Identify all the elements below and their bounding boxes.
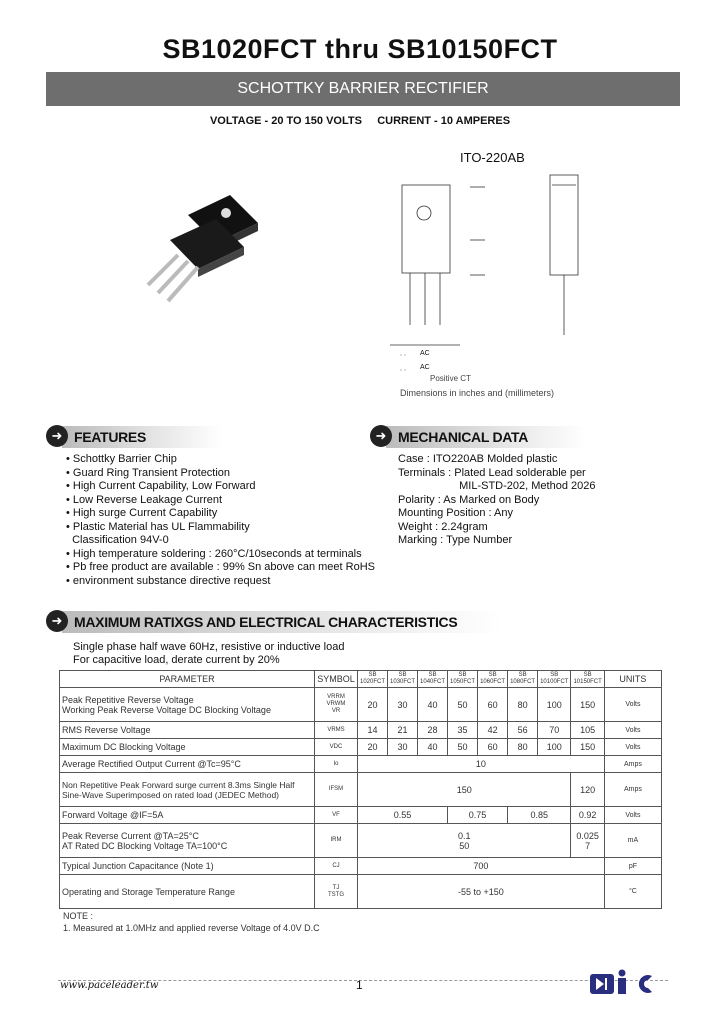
- notes: NOTE : 1. Measured at 1.0MHz and applied reverse Voltage of 4.0V D.C: [63, 911, 320, 933]
- arrow-circle-icon: ➜: [46, 425, 68, 447]
- ratings-table: [59, 670, 662, 909]
- list-item: Terminals : Plated Lead solderable per: [398, 466, 586, 479]
- table-row: Average Rectified Output Current @Tc=95°C Io 10 Amps: [60, 756, 662, 773]
- list-item: • High temperature soldering : 260°C/10seconds at terminals: [66, 547, 362, 560]
- page-number: 1: [356, 978, 363, 992]
- dimension-drawing: [350, 165, 590, 385]
- mechanical-list: [398, 453, 595, 548]
- conditions-note: Single phase half wave 60Hz, resistive or inductive load For capacitive load, derate current by 20%: [73, 641, 345, 666]
- list-item: • Pb free product are available : 99% Sn above can meet RoHS: [66, 561, 375, 573]
- table-header-row: PARAMETER SYMBOL SB 1020FCT SB 1030FCT SB 1040FCT SB 1050FCT SB 1060FCT SB 1080FCT SB 10100FCT SB 10150FCT UNITS: [60, 671, 662, 688]
- table-row: Typical Junction Capacitance (Note 1) CJ 700 pF: [60, 858, 662, 875]
- table-row: Peak Reverse Current @TA=25°C AT Rated DC Blocking Voltage TA=100°C IRM 0.1 50 0.025 7 mA: [60, 824, 662, 858]
- table-row: Operating and Storage Temperature Range TJ TSTG -55 to +150 °C: [60, 875, 662, 909]
- arrow-circle-icon: ➜: [370, 425, 392, 447]
- list-item: • Plastic Material has UL Flammability: [66, 520, 250, 533]
- list-item: Case : ITO220AB Molded plastic: [398, 453, 558, 465]
- table-row: Peak Repetitive Reverse Voltage Working Peak Reverse Voltage DC Blocking Voltage VRRM VRWM VR 20 30 40 50 60 80 100 150 Volts: [60, 688, 662, 722]
- arrow-circle-icon: ➜: [46, 610, 68, 632]
- ratings-heading: ➜ MAXIMUM RATIXGS AND ELECTRICAL CHARACTERISTICS: [46, 609, 666, 635]
- list-item: • Guard Ring Transient Protection: [66, 466, 231, 479]
- list-item: • High Current Capability, Low Forward: [66, 480, 256, 492]
- list-item: MIL-STD-202, Method 2026: [398, 480, 596, 492]
- subtitle-band: SCHOTTKY BARRIER RECTIFIER: [46, 72, 680, 106]
- dimension-caption: Dimensions in inches and (millimeters): [400, 388, 555, 398]
- page-title: SB1020FCT thru SB10150FCT: [162, 34, 558, 64]
- company-logo: [590, 966, 670, 998]
- list-item: • High surge Current Capability: [66, 507, 218, 519]
- list-item: Marking : Type Number: [398, 534, 513, 546]
- table-row: Non Repetitive Peak Forward surge current 8.3ms Single Half Sine-Wave Superimposed on rated load (JEDEC Method) IFSM 150 120 Amps: [60, 773, 662, 807]
- list-item: Weight : 2.24gram: [398, 520, 488, 533]
- diagram-ac-label: AC: [420, 364, 430, 371]
- list-item: Mounting Position : Any: [398, 507, 513, 519]
- list-item: Classification 94V-0: [66, 534, 169, 546]
- rating-summary: VOLTAGE - 20 TO 150 VOLTS CURRENT - 10 AMPERES: [209, 115, 511, 127]
- features-list: [66, 453, 375, 588]
- package-name: ITO-220AB: [460, 150, 525, 165]
- diagram-positive-ct-label: Positive CT: [430, 374, 471, 383]
- mechanical-heading: ➜ MECHANICAL DATA: [370, 424, 670, 450]
- diagram-ac-label: AC: [420, 350, 430, 357]
- features-heading: ➜ FEATURES: [46, 424, 346, 450]
- list-item: • Schottky Barrier Chip: [66, 453, 177, 465]
- table-row: RMS Reverse Voltage VRMS 14 21 28 35 42 56 70 105 Volts: [60, 722, 662, 739]
- table-row: Maximum DC Blocking Voltage VDC 20 30 40 50 60 80 100 150 Volts: [60, 739, 662, 756]
- table-row: Forward Voltage @IF=5A VF 0.55 0.75 0.85 0.92 Volts: [60, 807, 662, 824]
- list-item: • Low Reverse Leakage Current: [66, 493, 223, 506]
- component-image: [130, 185, 270, 305]
- website-link[interactable]: www.paceleader.tw: [60, 980, 159, 991]
- list-item: Polarity : As Marked on Body: [398, 493, 540, 506]
- list-item: • environment substance directive request: [66, 574, 271, 587]
